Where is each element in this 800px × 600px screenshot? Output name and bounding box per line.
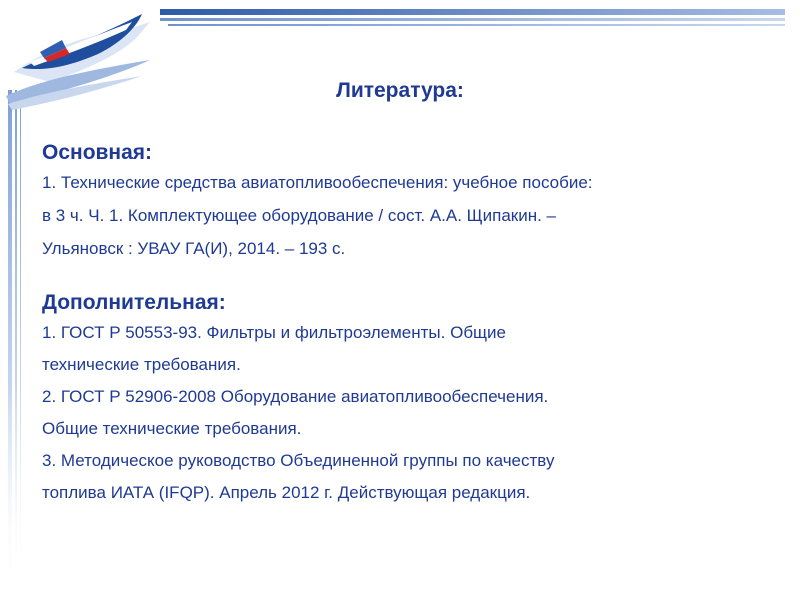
header-stripes <box>160 9 785 26</box>
main-literature-line: 1. Технические средства авиатопливообеспечения: учебное пособие: <box>42 173 593 192</box>
additional-literature-line: топлива ИАТА (IFQP). Апрель 2012 г. Действующая редакция. <box>42 483 531 502</box>
additional-literature-line: 1. ГОСТ Р 50553-93. Фильтры и фильтроэлементы. Общие <box>42 323 506 342</box>
main-literature-line: Ульяновск : УВАУ ГА(И), 2014. – 193 с. <box>42 239 346 258</box>
additional-literature-heading: Дополнительная: <box>42 291 226 314</box>
main-literature-line: в 3 ч. Ч. 1. Комплектующее оборудование / сост. А.А. Щипакин. – <box>42 206 557 225</box>
additional-literature-line: Общие технические требования. <box>42 419 302 438</box>
slide-title: Литература: <box>336 79 464 102</box>
additional-literature-line: 2. ГОСТ Р 52906-2008 Оборудование авиатопливообеспечения. <box>42 387 549 406</box>
additional-literature-line: технические требования. <box>42 355 241 374</box>
side-stripes <box>8 90 21 590</box>
main-literature-heading: Основная: <box>42 141 153 164</box>
additional-literature-line: 3. Методическое руководство Объединенной группы по качеству <box>42 451 555 470</box>
